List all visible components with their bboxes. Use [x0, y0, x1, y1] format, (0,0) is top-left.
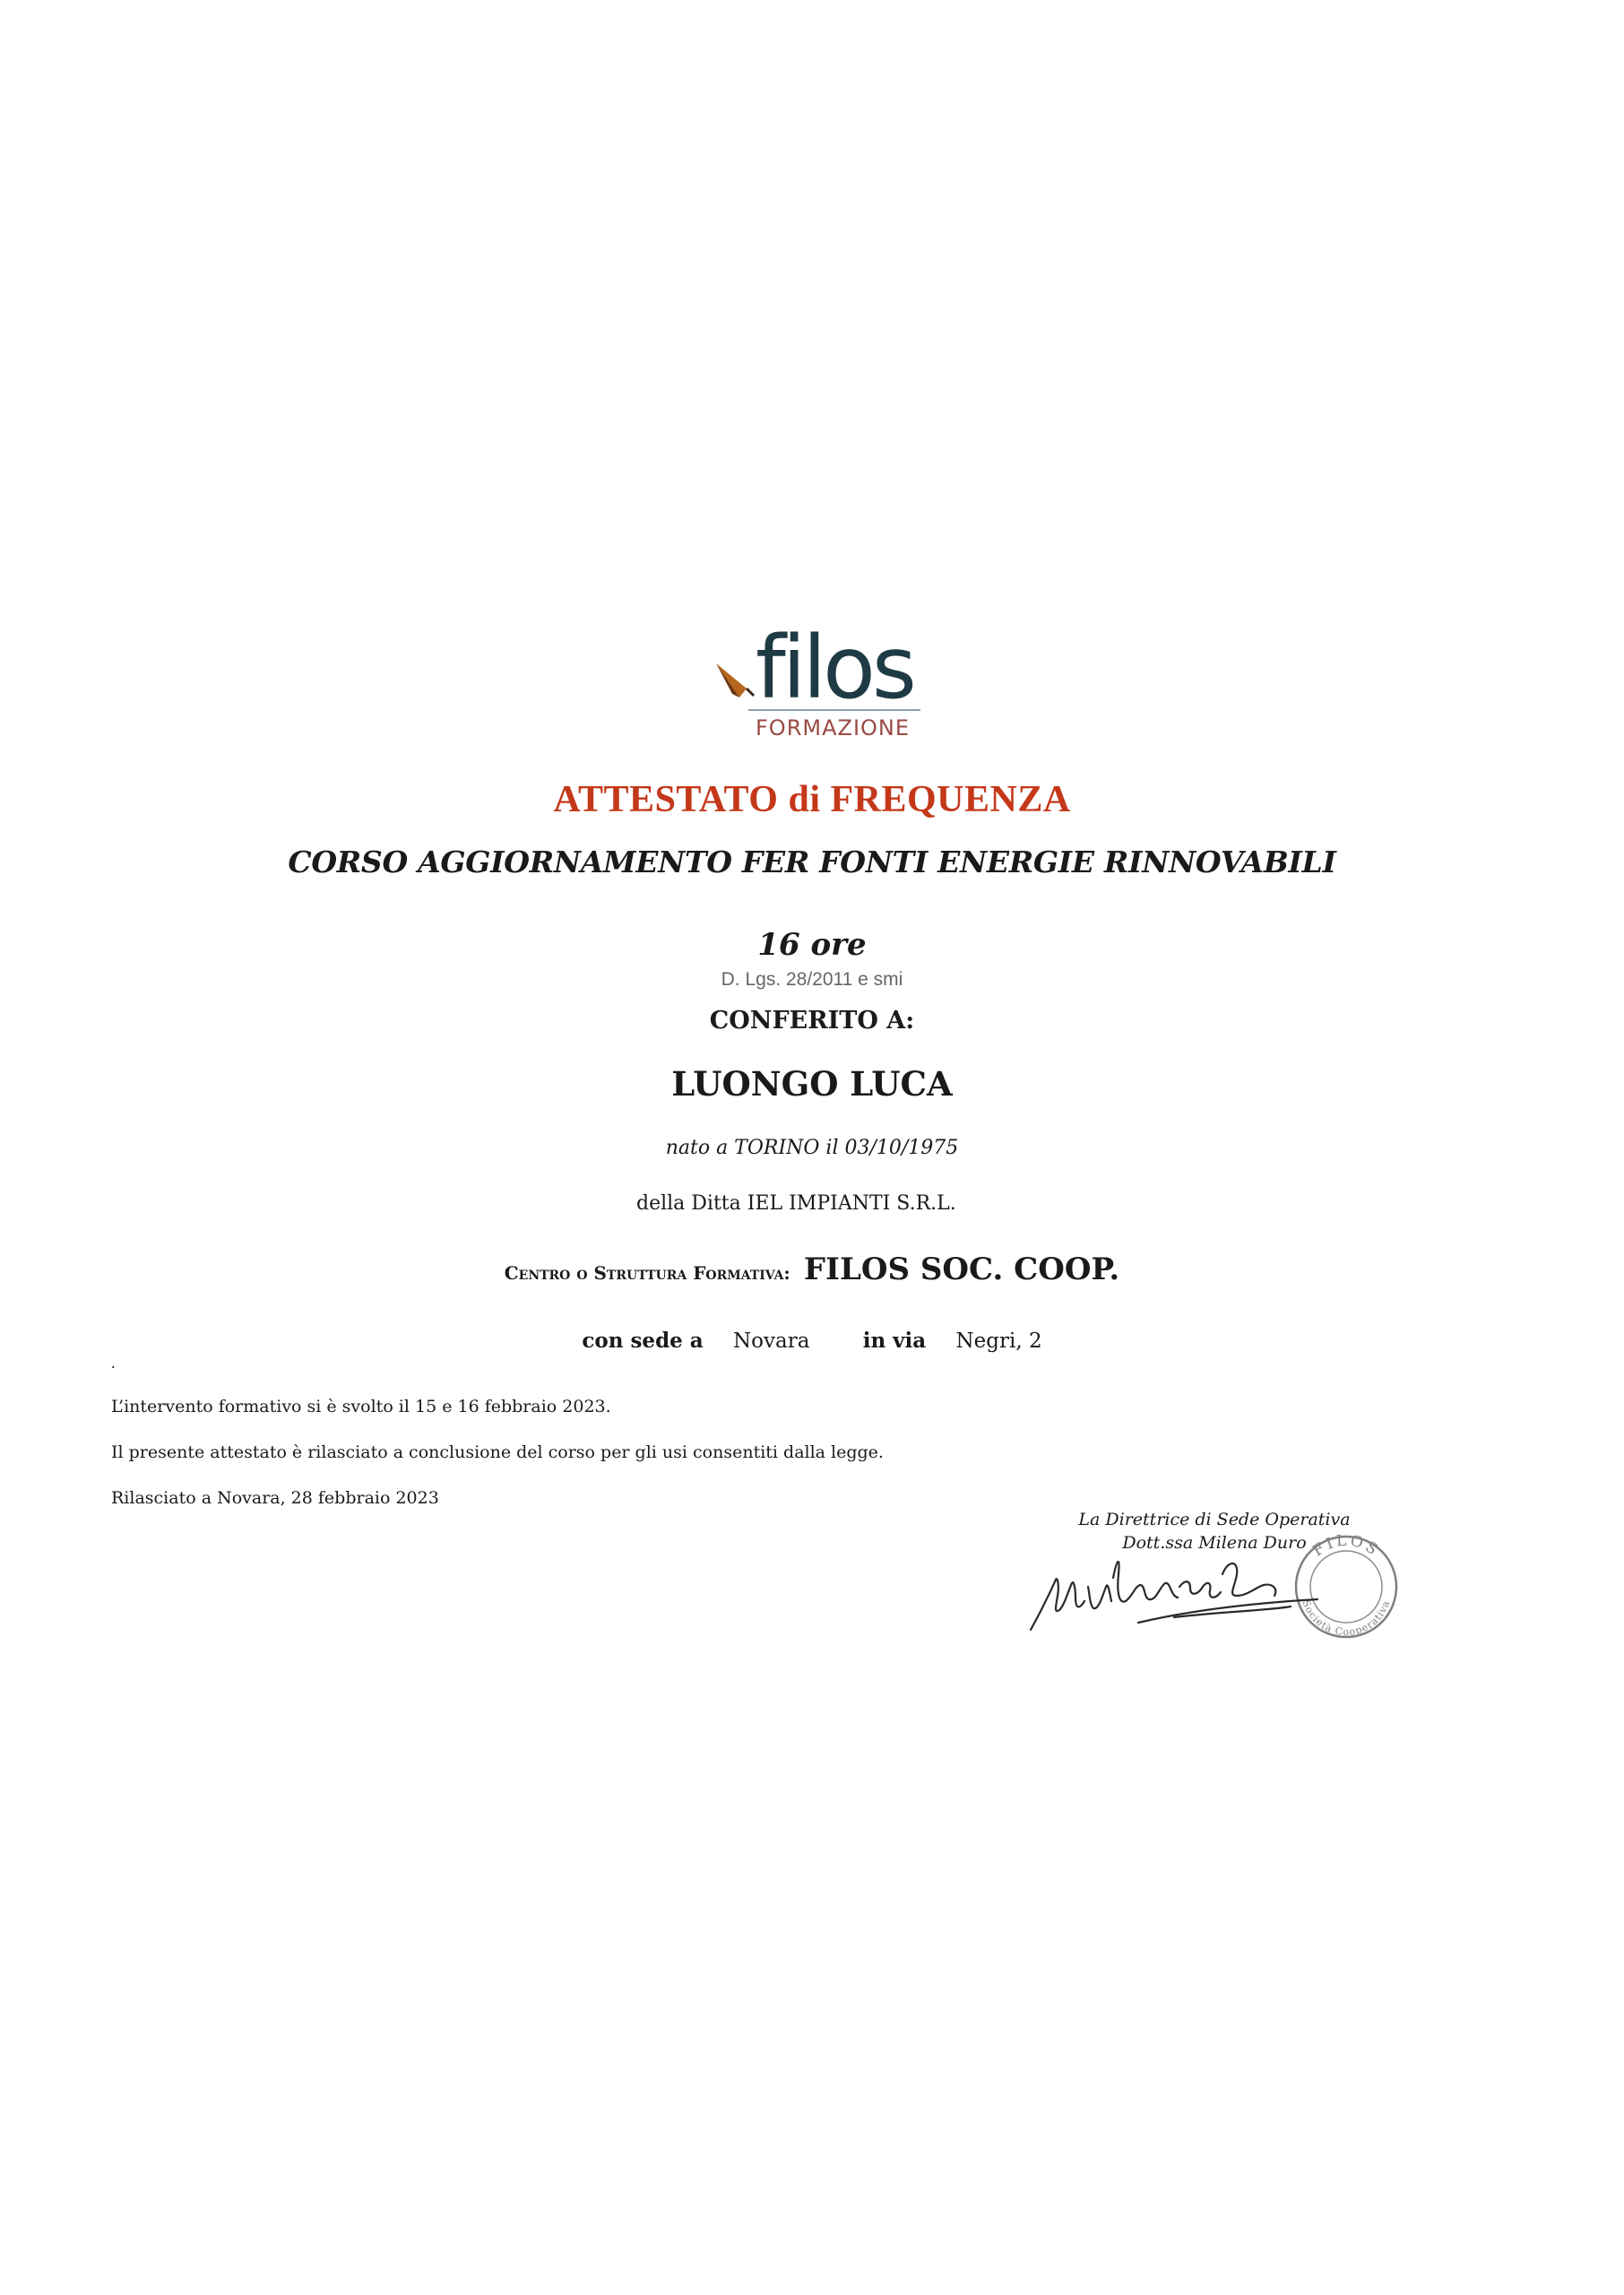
seat-label: con sede a [582, 1329, 704, 1353]
logo-subtitle: FORMAZIONE [756, 715, 911, 740]
stamp-bottom-text: Società Cooperativa [1300, 1598, 1393, 1639]
training-centre-value: FILOS SOC. COOP. [803, 1251, 1120, 1287]
training-centre-label: Centro o Struttura Formativa: [504, 1262, 790, 1284]
svg-text:Società Cooperativa [1300, 1598, 1393, 1638]
company-info: della Ditta IEL IMPIANTI S.R.L. [636, 1192, 956, 1215]
signatory-role: La Direttrice di Sede Operativa [1078, 1510, 1351, 1529]
logo-wordmark: filos [756, 618, 913, 718]
stray-dot: . [111, 1354, 116, 1372]
purpose-paragraph: Il presente attestato è rilasciato a conclusione del corso per gli usi consentiti dalla legge. [111, 1442, 884, 1462]
street-label: in via [862, 1329, 927, 1353]
course-dates-paragraph: L’intervento formativo si è svolto il 15 e 16 febbraio 2023. [111, 1397, 611, 1416]
recipient-name: LUONGO LUCA [671, 1064, 953, 1104]
issue-place-date: Rilasciato a Novara, 28 febbraio 2023 [111, 1488, 439, 1508]
certificate-title-text: ATTESTATO di FREQUENZA [553, 779, 1071, 820]
handwritten-signature [1031, 1562, 1317, 1630]
seat-info [0, 1329, 1624, 1353]
training-centre [0, 1251, 1624, 1287]
certificate-title [0, 778, 1624, 821]
seat-city: Novara [733, 1329, 810, 1353]
stamp-top-text: FILOS [1309, 1531, 1383, 1561]
filos-formazione-logo [713, 601, 928, 749]
signatory-block [1058, 1508, 1371, 1555]
pen-nib-icon [716, 663, 754, 697]
birth-info: nato a TORINO il 03/10/1975 [665, 1137, 959, 1159]
course-hours: 16 ore [757, 927, 867, 963]
law-reference: D. Lgs. 28/2011 e smi [721, 969, 903, 990]
course-title: CORSO AGGIORNAMENTO FER FONTI ENERGIE RINNOVABILI [288, 844, 1336, 879]
signatory-name: Dott.ssa Milena Duro [1122, 1533, 1307, 1553]
conferred-label: CONFERITO A: [709, 1007, 915, 1035]
street-value: Negri, 2 [955, 1329, 1042, 1353]
